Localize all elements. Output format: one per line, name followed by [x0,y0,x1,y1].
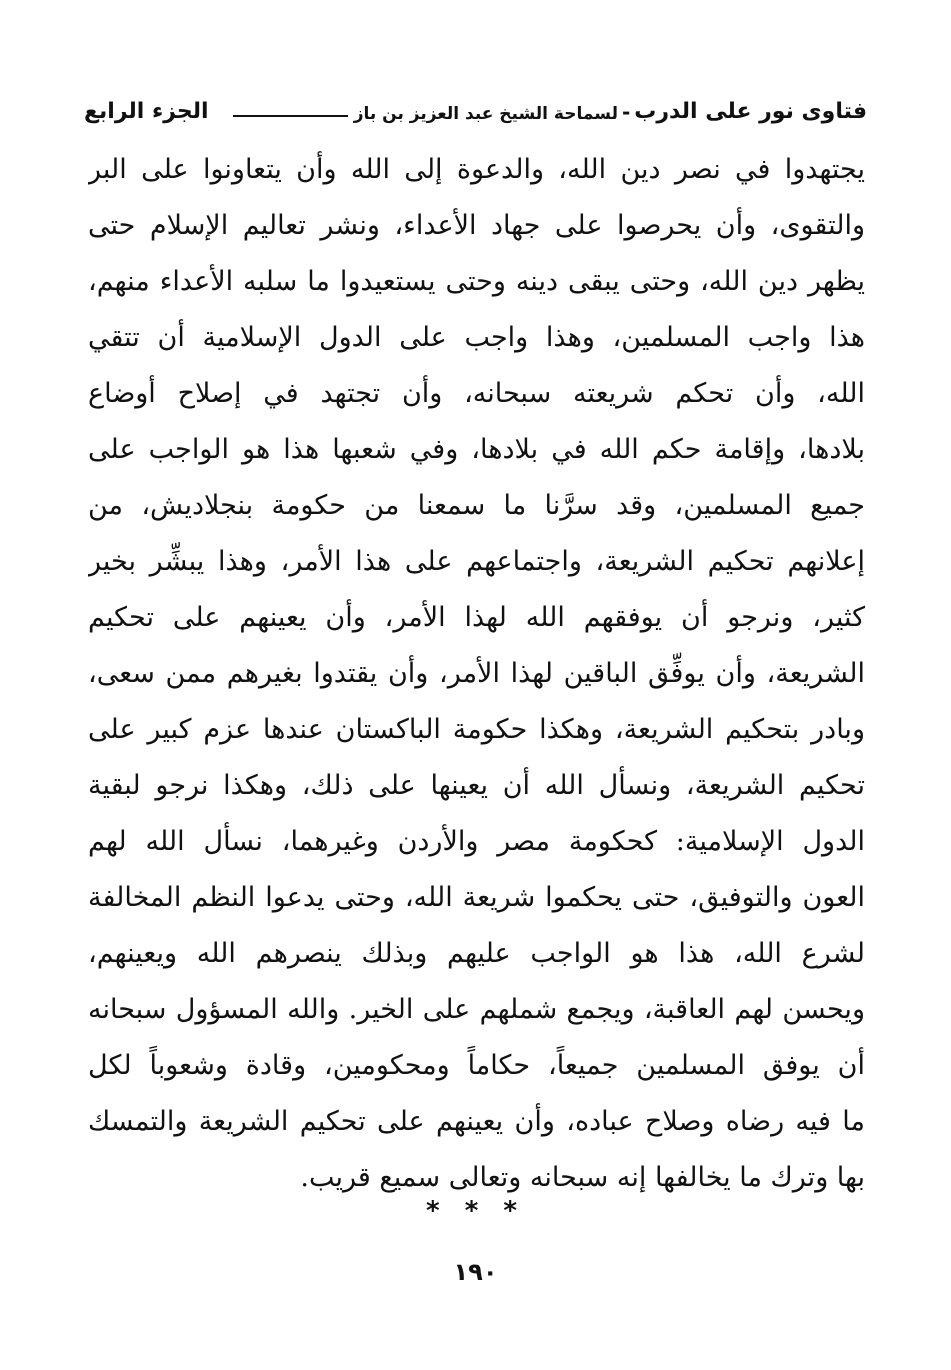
text-line: يظهر دين الله، وحتى يبقى دينه وحتى يستعيدوا ما سلبه الأعداء منهم، [88,266,865,297]
text-line: جميع المسلمين، وقد سرَّنا ما سمعنا من حكومة بنجلاديش، من [88,490,865,521]
page-number: ١٩٠ [453,1258,498,1286]
book-title: فتاوى نور على الدرب [634,99,867,124]
text-line: إعلانهم تحكيم الشريعة، واجتماعهم على هذا الأمر، وهذا يبشِّر بخير [88,546,865,577]
text-line: تحكيم الشريعة، ونسأل الله أن يعينها على ذلك، وهكذا نرجو لبقية [88,770,865,801]
text-line: وبادر بتحكيم الشريعة، وهكذا حكومة الباكستان عندها عزم كبير على [88,714,865,745]
text-line: أن يوفق المسلمين جميعاً، حكاماً ومحكومين، وقادة وشعوباً لكل [88,1050,865,1081]
section-separator: * * * [426,1196,525,1226]
text-line: بلادها، وإقامة حكم الله في بلادها، وفي شعبها هذا هو الواجب على [88,434,865,465]
text-line: الشريعة، وأن يوفِّق الباقين لهذا الأمر، وأن يقتدوا بغيرهم ممن سعى، [88,658,865,689]
text-line: الله، وأن تحكم شريعته سبحانه، وأن تجتهد في إصلاح أوضاع [88,378,865,409]
text-line: الدول الإسلامية: كحكومة مصر والأردن وغيرهما، نسأل الله لهم [88,826,865,857]
text-line: العون والتوفيق، حتى يحكموا شريعة الله، وحتى يدعوا النظم المخالفة [88,882,865,913]
text-line: يجتهدوا في نصر دين الله، والدعوة إلى الله وأن يتعاونوا على البر [88,154,865,185]
body-text [88,142,865,1206]
text-line: كثير، ونرجو أن يوفقهم الله لهذا الأمر، وأن يعينهم على تحكيم [88,602,865,633]
header-title-group [227,99,867,124]
text-line: ويحسن لهم العاقبة، ويجمع شملهم على الخير. والله المسؤول سبحانه [88,994,865,1025]
text-line: لشرع الله، هذا هو الواجب عليهم وبذلك ينصرهم الله ويعينهم، [88,938,865,969]
part-label: الجزء الرابع [84,99,209,124]
header-rule [233,115,348,117]
text-line: هذا واجب المسلمين، وهذا واجب على الدول الإسلامية أن تتقي [88,322,865,353]
author-name: لسماحة الشيخ عبد العزيز بن باز [353,104,618,124]
text-line: والتقوى، وأن يحرصوا على جهاد الأعداء، ونشر تعاليم الإسلام حتى [88,210,865,241]
header-separator: - [621,100,631,124]
text-line: بها وترك ما يخالفها إنه سبحانه وتعالى سميع قريب. [300,1162,865,1193]
text-line: ما فيه رضاه وصلاح عباده، وأن يعينهم على تحكيم الشريعة والتمسك [88,1106,865,1137]
running-header [84,84,867,124]
